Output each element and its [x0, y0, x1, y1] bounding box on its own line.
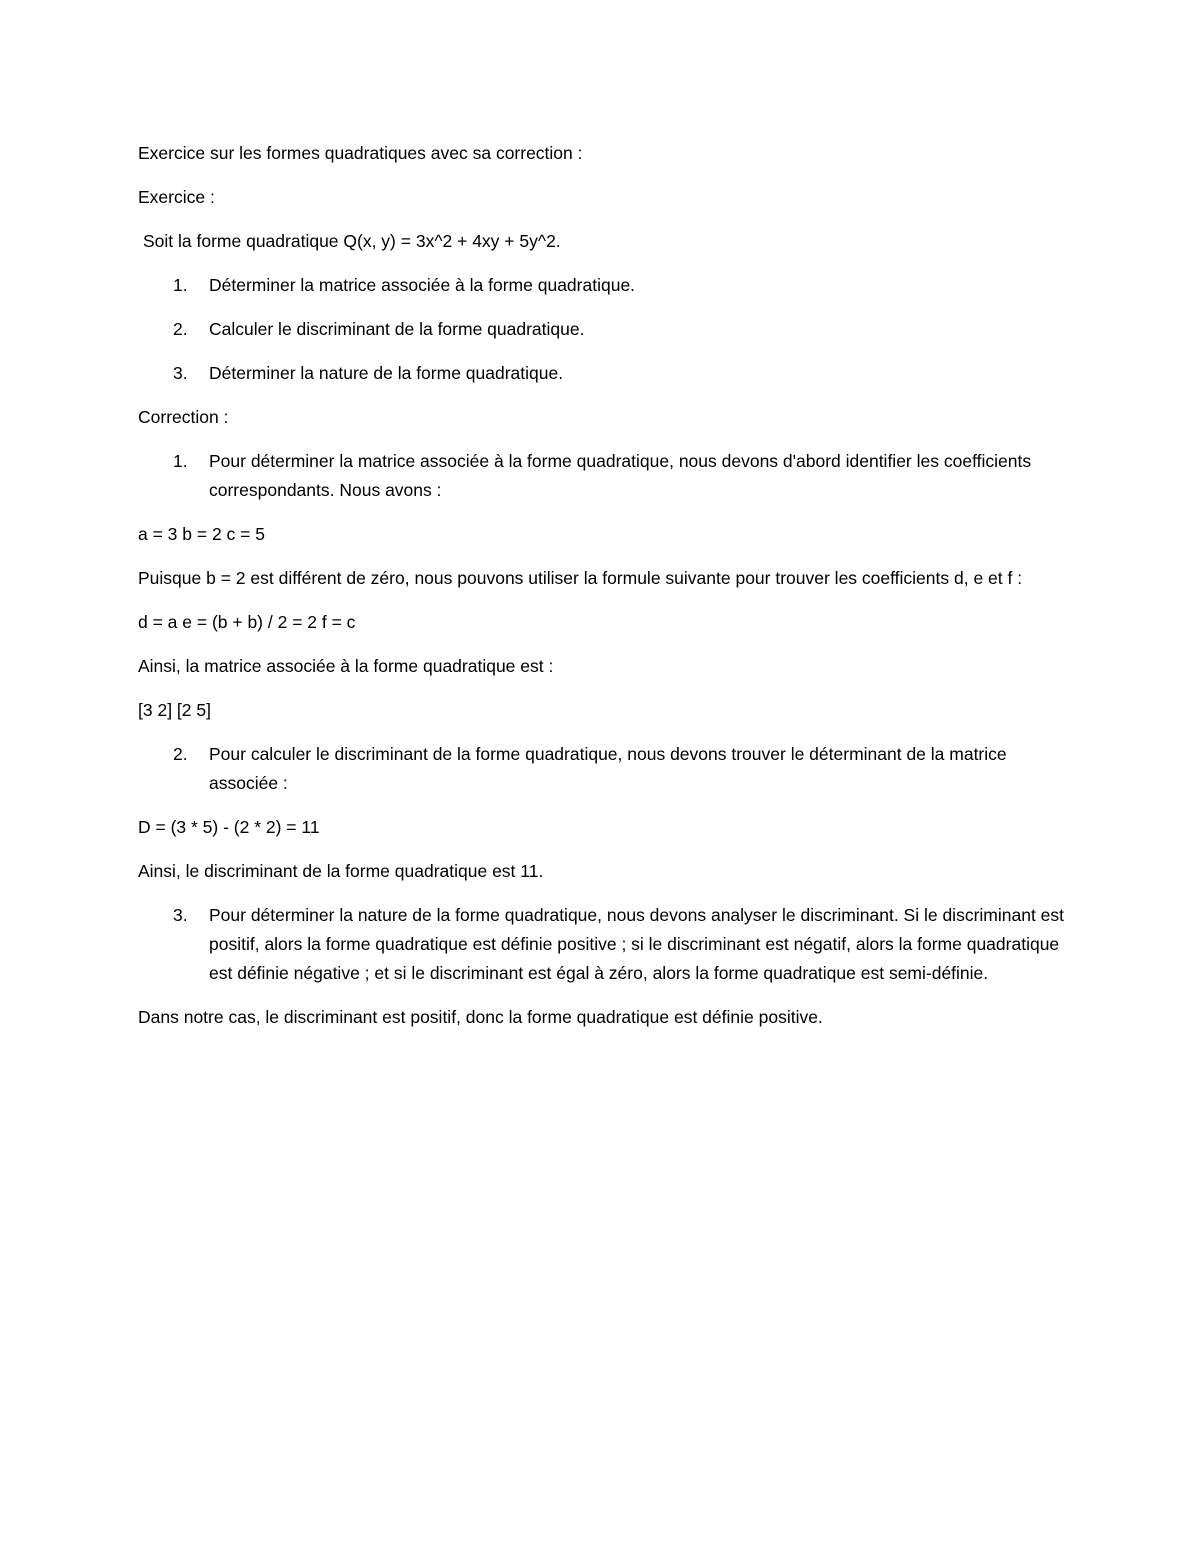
document-title: Exercice sur les formes quadratiques avec sa correction : [138, 143, 583, 163]
exercise-item-3 [138, 359, 1068, 388]
correction-item-3 [138, 901, 1068, 988]
exercise-item-text: Déterminer la nature de la forme quadratique. [209, 363, 564, 383]
exercise-item-text: Déterminer la matrice associée à la forme quadratique. [209, 275, 636, 295]
exercise-item-text: Calculer le discriminant de la forme quadratique. [209, 319, 585, 339]
formula-line: d = a e = (b + b) / 2 = 2 f = c [138, 612, 356, 632]
list-number: 2. [173, 319, 188, 339]
coefficients-line: a = 3 b = 2 c = 5 [138, 524, 265, 544]
list-number: 3. [173, 905, 188, 925]
matrix-line: [3 2] [2 5] [138, 700, 211, 720]
exercise-heading: Exercice : [138, 187, 215, 207]
determinant-line: D = (3 * 5) - (2 * 2) = 11 [138, 817, 320, 837]
conclusion: Dans notre cas, le discriminant est positif, donc la forme quadratique est définie positive. [138, 1007, 823, 1027]
exercise-item-2 [138, 315, 1068, 344]
list-number: 1. [173, 451, 188, 471]
document-body [138, 139, 1068, 1047]
correction-item-text: Pour calculer le discriminant de la forme quadratique, nous devons trouver le déterminant de la matrice associée : [209, 744, 1012, 793]
discriminant-result: Ainsi, le discriminant de la forme quadratique est 11. [138, 861, 544, 881]
formula-intro: Puisque b = 2 est différent de zéro, nous pouvons utiliser la formule suivante pour trouver les coefficients d, e et f : [138, 568, 1023, 588]
correction-heading: Correction : [138, 407, 229, 427]
correction-item-text: Pour déterminer la nature de la forme quadratique, nous devons analyser le discriminant. Si le discriminant est positif, alors la forme quadratique est définie positive ; si le discriminant est négatif, alors la forme quadratique est définie négative ; et si le discriminant est égal à zéro, alors la forme quadratique est semi-définie. [209, 905, 1069, 983]
exercise-statement: Soit la forme quadratique Q(x, y) = 3x^2 + 4xy + 5y^2. [143, 231, 561, 251]
exercise-item-1 [138, 271, 1068, 300]
list-number: 3. [173, 363, 188, 383]
list-number: 2. [173, 744, 188, 764]
correction-item-2 [138, 740, 1068, 798]
matrix-intro: Ainsi, la matrice associée à la forme quadratique est : [138, 656, 554, 676]
correction-item-1 [138, 447, 1068, 505]
list-number: 1. [173, 275, 188, 295]
correction-item-text: Pour déterminer la matrice associée à la forme quadratique, nous devons d'abord identifier les coefficients correspondants. Nous avons : [209, 451, 1036, 500]
